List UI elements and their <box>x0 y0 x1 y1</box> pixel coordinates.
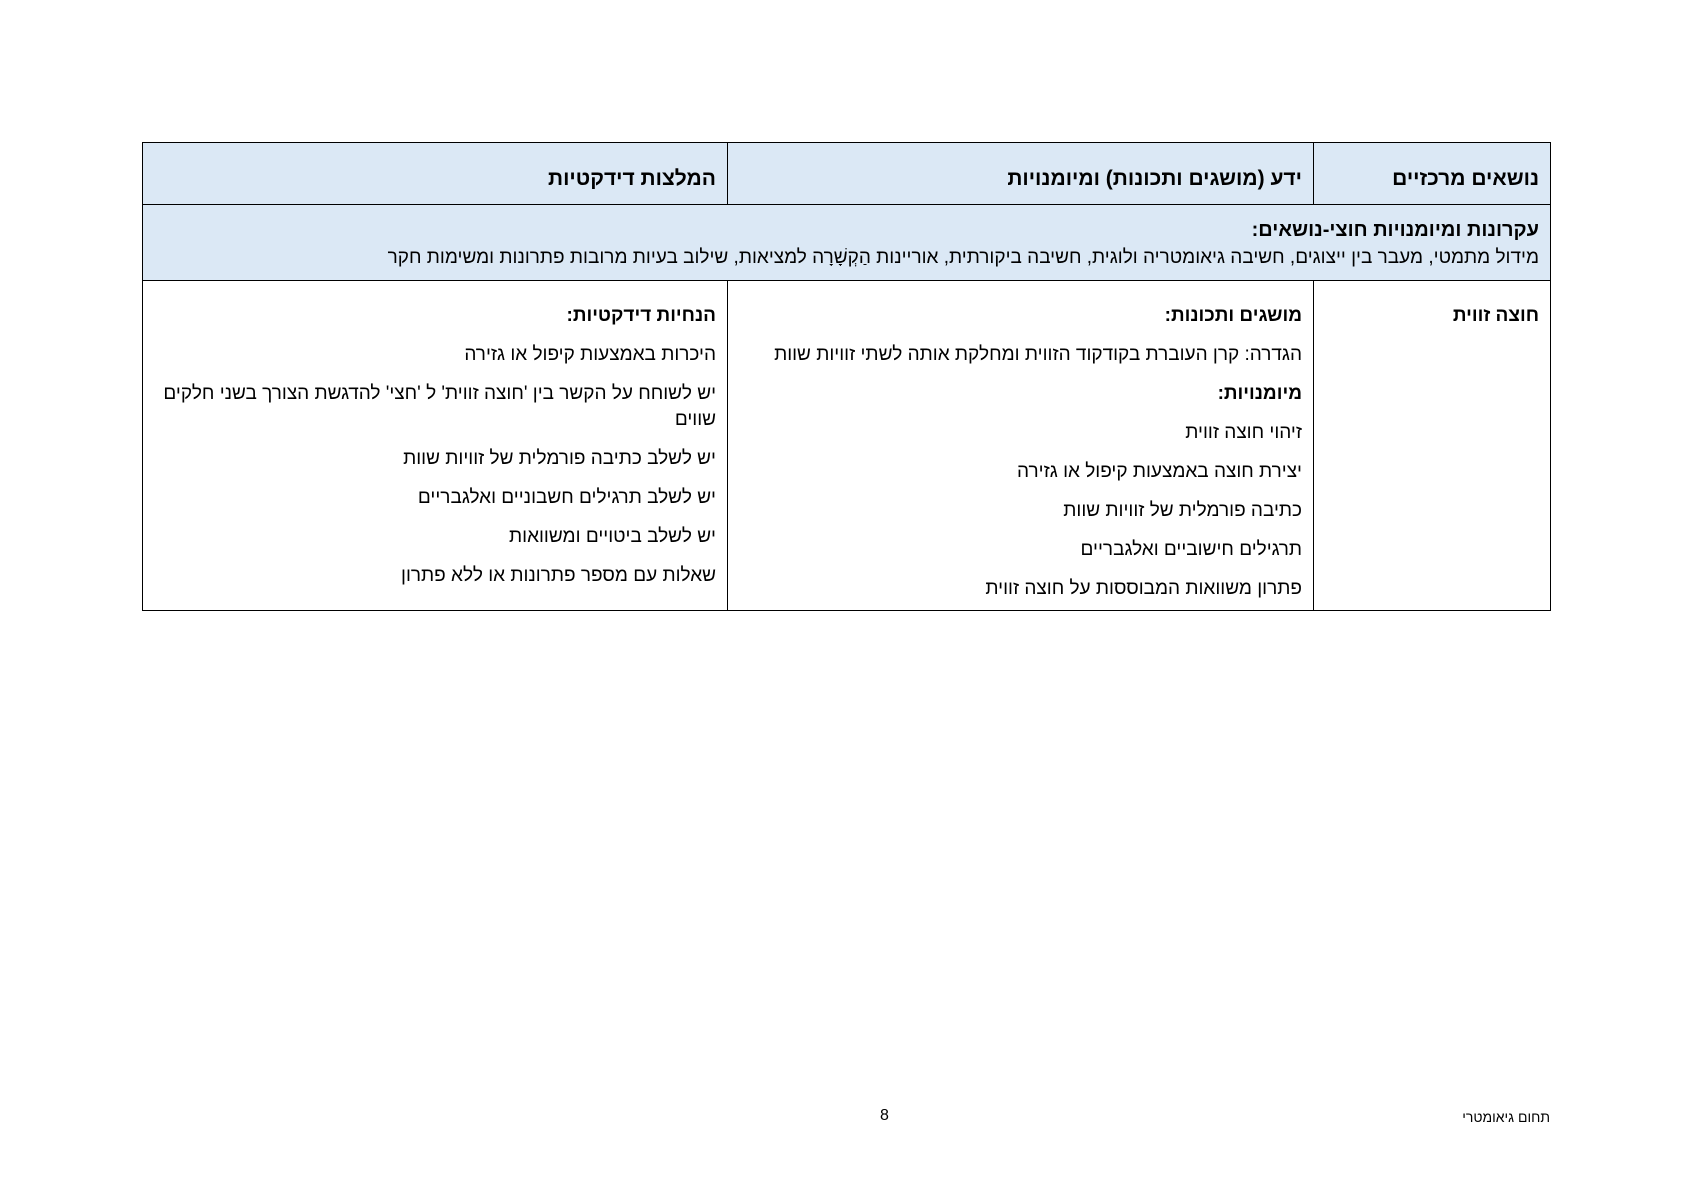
didactic-item: יש לשוחח על הקשר בין 'חוצה זווית' ל 'חצי' להדגשת הצורך בשני חלקים שווים <box>163 383 716 430</box>
didactic-item: היכרות באמצעות קיפול או גזירה <box>464 344 716 365</box>
curriculum-table <box>142 142 1551 611</box>
didactic-item: יש לשלב כתיבה פורמלית של זוויות שוות <box>403 448 716 469</box>
topic-cell: חוצה זווית <box>1314 281 1551 611</box>
knowledge-cell <box>728 281 1314 611</box>
cross-topic-row <box>143 205 1551 281</box>
skills-title: מיומנויות: <box>1217 383 1302 404</box>
cross-topic-text: מידול מתמטי, מעבר בין ייצוגים, חשיבה גיאומטריה ולוגית, חשיבה ביקורתית, אוריינות הַקְשָׁרָה למציאות, שילוב בעיות מרובות פתרונות ומשימות חקר <box>387 247 1539 268</box>
didactic-item: שאלות עם מספר פתרונות או ללא פתרון <box>401 565 716 586</box>
header-didactic: המלצות דידקטיות <box>143 143 728 205</box>
table-header-row <box>143 143 1551 205</box>
definition-text: הגדרה: קרן העוברת בקודקוד הזווית ומחלקת אותה לשתי זוויות שוות <box>774 344 1302 365</box>
didactic-cell <box>143 281 728 611</box>
header-topics: נושאים מרכזיים <box>1314 143 1551 205</box>
skill-item: פתרון משוואות המבוססות על חוצה זווית <box>985 578 1302 599</box>
header-knowledge: ידע (מושגים ותכונות) ומיומנויות <box>728 143 1314 205</box>
skill-item: זיהוי חוצה זווית <box>1185 422 1302 443</box>
skill-item: יצירת חוצה באמצעות קיפול או גזירה <box>1017 461 1302 482</box>
footer-section-label: תחום גיאומטרי <box>1462 1109 1550 1125</box>
page-number: 8 <box>880 1107 889 1124</box>
skill-item: כתיבה פורמלית של זוויות שוות <box>1063 500 1302 521</box>
skill-item: תרגילים חישוביים ואלגבריים <box>1080 539 1302 560</box>
cross-topic-cell <box>143 205 1551 281</box>
didactic-title: הנחיות דידקטיות: <box>566 305 716 326</box>
table-row <box>143 281 1551 611</box>
concepts-title: מושגים ותכונות: <box>1164 305 1302 326</box>
didactic-item: יש לשלב תרגילים חשבוניים ואלגבריים <box>417 487 716 508</box>
didactic-item: יש לשלב ביטויים ומשוואות <box>509 526 716 547</box>
cross-topic-title: עקרונות ומיומנויות חוצי-נושאים: <box>1251 219 1539 241</box>
